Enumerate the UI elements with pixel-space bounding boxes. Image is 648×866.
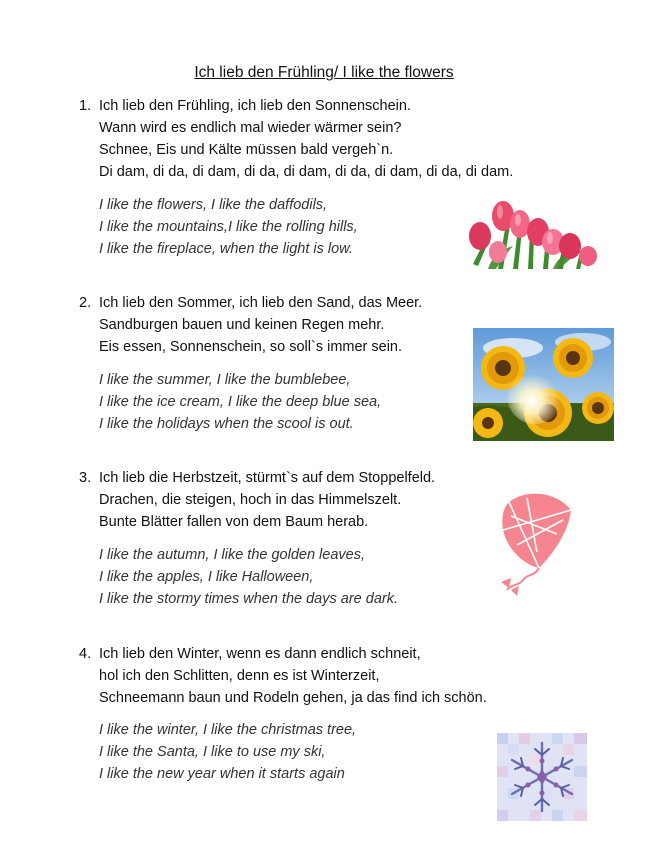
stanza-3-number: 3. [79,470,92,486]
stanza-4-english-line-2: I like the Santa, I like to use my ski, [99,744,326,760]
stanza-3-english-line-2: I like the apples, I like Halloween, [99,569,314,585]
stanza-2-number: 2. [79,295,92,311]
stanza-3-english-line-3: I like the stormy times when the days are dark. [99,591,398,607]
stanza-1-german-line-1: Ich lieb den Frühling, ich lieb den Sonnenschein. [99,98,411,114]
stanza-2-german-line-3: Eis essen, Sonnenschein, so soll`s immer sein. [99,339,403,355]
stanza-4-german-line-2: hol ich den Schlitten, denn es ist Winterzeit, [99,668,380,684]
stanza-3-english-line-1: I like the autumn, I like the golden leaves, [99,547,365,563]
stanza-1-english-line-1: I like the flowers, I like the daffodils, [99,197,328,213]
stanza-1-german-line-4: Di dam, di da, di dam, di da, di dam, di da, di dam, di da, di dam. [99,164,514,180]
stanza-1-number: 1. [79,98,92,114]
stanza-2-english-line-2: I like the ice cream, I like the deep blue sea, [99,394,382,410]
stanza-3-german-line-2: Drachen, die steigen, hoch in das Himmelszelt. [99,492,402,508]
stanza-4-german-line-3: Schneemann baun und Rodeln gehen, ja das find ich schön. [99,690,487,706]
page-title: Ich lieb den Frühling/ I like the flowers [194,64,454,81]
stanza-2-german-line-1: Ich lieb den Sommer, ich lieb den Sand, das Meer. [99,295,423,311]
stanza-2-german-line-2: Sandburgen bauen und keinen Regen mehr. [99,317,385,333]
stanza-1-german-line-2: Wann wird es endlich mal wieder wärmer sein? [99,120,402,136]
stanza-4-number: 4. [79,646,92,662]
snowflake-image [497,733,587,821]
stanza-3-german-line-1: Ich lieb die Herbstzeit, stürmt`s auf dem Stoppelfeld. [99,470,436,486]
kite-image [497,490,577,600]
stanza-2-english-line-3: I like the holidays when the scool is out. [99,416,354,432]
stanza-1-english-line-3: I like the fireplace, when the light is low. [99,241,353,257]
stanza-1-german-line-3: Schnee, Eis und Kälte müssen bald vergeh`n. [99,142,394,158]
stanza-1-english-line-2: I like the mountains,I like the rolling hills, [99,219,358,235]
stanza-4-english-line-1: I like the winter, I like the christmas tree, [99,722,357,738]
sunflowers-image [473,328,614,441]
stanza-4-english-line-3: I like the new year when it starts again [99,766,345,782]
stanza-3-german-line-3: Bunte Blätter fallen von dem Baum herab. [99,514,369,530]
stanza-2-english-line-1: I like the summer, I like the bumblebee, [99,372,351,388]
tulips-image [458,194,598,269]
stanza-4-german-line-1: Ich lieb den Winter, wenn es dann endlich schneit, [99,646,421,662]
